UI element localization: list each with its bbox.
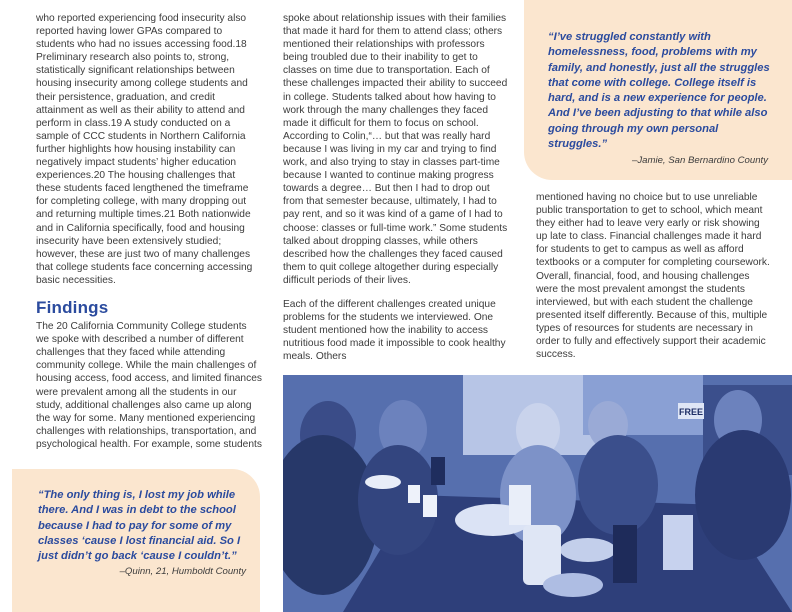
photo-sign-text: FREE [678,407,704,417]
section-heading-findings: Findings [36,297,109,317]
pull-quote-attribution: –Jamie, San Bernardino County [632,155,768,166]
pull-quote-text: “I’ve struggled constantly with homelessness, food, problems with my family, and honestly, just all the struggles that come with college. College itself is hard, and is a new experience for people. And I’ve been adjusting to that while also going through my own personal struggles.” [548,31,770,151]
body-paragraph: Each of the different challenges created unique problems for the students we interviewed. One student mentioned how the inability to access nutritious food made it impossible to cook healthy meals. Others [283,298,506,363]
body-paragraph: who reported experiencing food insecurity also reported having lower GPAs compared to students who had no issues accessing food.18 Preliminary research also points to, strong, statistically significant relationships between housing insecurity among college students and their persistence, graduation, and credit attainment as well as their ability to attend and perform in class.19 A study conducted on a sample of CCC students in Northern California further highlights how housing instability can negatively impact students’ higher education experiences.20 The housing challenges that these students faced lengthened the timeframe for completing college, with many dropping out and returning multiple times.21 Both nationwide and in California specifically, food and housing insecurity have been extensively studied; however, these are just two of many challenges that college students face concerning accessing basic necessities. [36,13,253,286]
pull-quote-top [524,0,792,180]
body-paragraph: mentioned having no choice but to use unreliable public transportation to get to school, which meant they either had to leave very early or risk showing up late to class. Financial challenges made it hard for students to get to campus as well as afford textbooks or a computer for completing coursework. Overall, financial, food, and housing challenges were the most prevalent amongst the students interviewed, but with each student the challenge presented itself differently. Because of this, multiple types of resources for students are necessary in order to fully and effectively support their academic success. [536,192,770,361]
body-paragraph: The 20 California Community College students we spoke with described a number of different challenges that they faced while attending community college. While the main challenges of housing access, food access, and limited finances were prevalent among all the students in our study, additional challenges also came up along the way for some. Many mentioned experiencing challenges with relationships, transportation, and psychological health. For example, some students [36,321,262,450]
body-paragraph: spoke about relationship issues with their families that made it hard for them to attend class; others mentioned their relationships with professors being troubled due to their inability to get to classes on time due to transportation. Each of these challenges impacted their ability to succeed in college. Students talked about how having to work through the many challenges they faced made it difficult for them to focus on school. According to Colin,“… but that was really hard because I was living in my car and trying to find work, and also trying to stay in classes part-time because I wanted to continue making progress towards a degree… But then I had to drop out from that semester because, ultimately, I had to pay rent, and so it was kind of a game of I had to choose: classes or full-time work.” Some students talked about dropping classes, while others described how the challenges they faced caused them to quit college altogether during especially difficult periods of their lives. [283,13,508,286]
pull-quote-attribution: –Quinn, 21, Humboldt County [119,566,246,577]
text-column-1 [36,12,262,451]
text-column-3 [536,191,772,361]
text-column-2 [283,12,511,363]
pull-quote-bottom [12,469,260,612]
students-eating-photo [283,375,792,612]
pull-quote-text: “The only thing is, I lost my job while there. And I was in debt to the school because I had to pay for some of my classes ‘cause I lost financial aid. So I just didn’t go back ‘cause I couldn’t.” [38,489,241,563]
